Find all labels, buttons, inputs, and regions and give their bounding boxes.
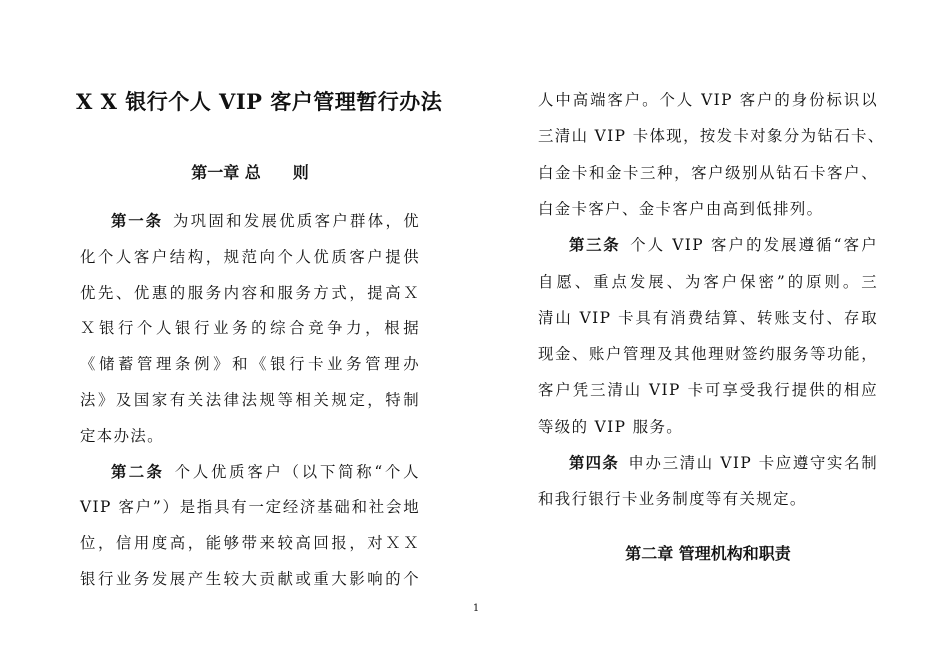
right-column-line: 和我行银行卡业务制度等有关规定。 bbox=[538, 490, 807, 509]
article-text: 为巩固和发展优质客户群体，优 bbox=[162, 212, 420, 230]
right-column-line: 等级的 VIP 服务。 bbox=[538, 417, 684, 436]
left-column-line bbox=[80, 210, 420, 232]
left-column-line: VIP 客户”）是指具有一定经济基础和社会地 bbox=[80, 498, 420, 517]
article-label: 第二条 bbox=[111, 462, 165, 481]
article-text: 申办三清山 VIP 卡应遵守实名制 bbox=[619, 454, 878, 472]
right-column-line: 清山 VIP 卡具有消费结算、转账支付、存取 bbox=[538, 308, 878, 327]
right-column-line: 人中高端客户。个人 VIP 客户的身份标识以 bbox=[538, 91, 878, 109]
right-column-line: 白金卡客户、金卡客户由高到低排列。 bbox=[538, 199, 824, 218]
left-column-line: Ｘ银行个人银行业务的综合竞争力，根据 bbox=[80, 319, 420, 338]
article-label: 第一条 bbox=[111, 212, 163, 230]
left-column-line: 法》及国家有关法律法规等相关规定，特制 bbox=[80, 391, 420, 409]
left-column-line: 定本办法。 bbox=[80, 426, 164, 445]
article-text: 个人优质客户（以下简称“个人 bbox=[164, 462, 420, 481]
right-column-line: 自愿、重点发展、为客户保密”的原则。三 bbox=[538, 272, 878, 291]
left-column-line bbox=[80, 461, 420, 483]
chapter-2-heading: 第二章 管理机构和职责 bbox=[625, 544, 791, 563]
document-title: X X 银行个人 VIP 客户管理暂行办法 bbox=[76, 89, 443, 114]
article-label: 第三条 bbox=[569, 236, 621, 255]
right-column-line bbox=[538, 452, 878, 474]
right-column-line bbox=[538, 234, 878, 256]
chapter-1-heading: 第一章 总 则 bbox=[191, 163, 309, 182]
left-column-line: 化个人客户结构，规范向个人优质客户提供 bbox=[80, 247, 420, 266]
right-column-line: 三清山 VIP 卡体现，按发卡对象分为钻石卡、 bbox=[538, 127, 885, 146]
left-column-line: 《储蓄管理条例》和《银行卡业务管理办 bbox=[80, 355, 420, 374]
right-column-line: 白金卡和金卡三种，客户级别从钻石卡客户、 bbox=[538, 163, 878, 182]
right-column-line: 现金、账户管理及其他理财签约服务等功能， bbox=[538, 345, 878, 364]
page-number: 1 bbox=[472, 603, 480, 614]
left-column-line: 银行业务发展产生较大贡献或重大影响的个 bbox=[80, 570, 420, 588]
right-column-line: 客户凭三清山 VIP 卡可享受我行提供的相应 bbox=[538, 381, 878, 400]
left-column-line: 位，信用度高，能够带来较高回报，对ＸＸ bbox=[80, 534, 420, 553]
article-text: 个人 VIP 客户的发展遵循“客户 bbox=[620, 236, 878, 255]
article-label: 第四条 bbox=[569, 454, 620, 472]
left-column-line: 优先、优惠的服务内容和服务方式，提高Ｘ bbox=[80, 283, 420, 302]
